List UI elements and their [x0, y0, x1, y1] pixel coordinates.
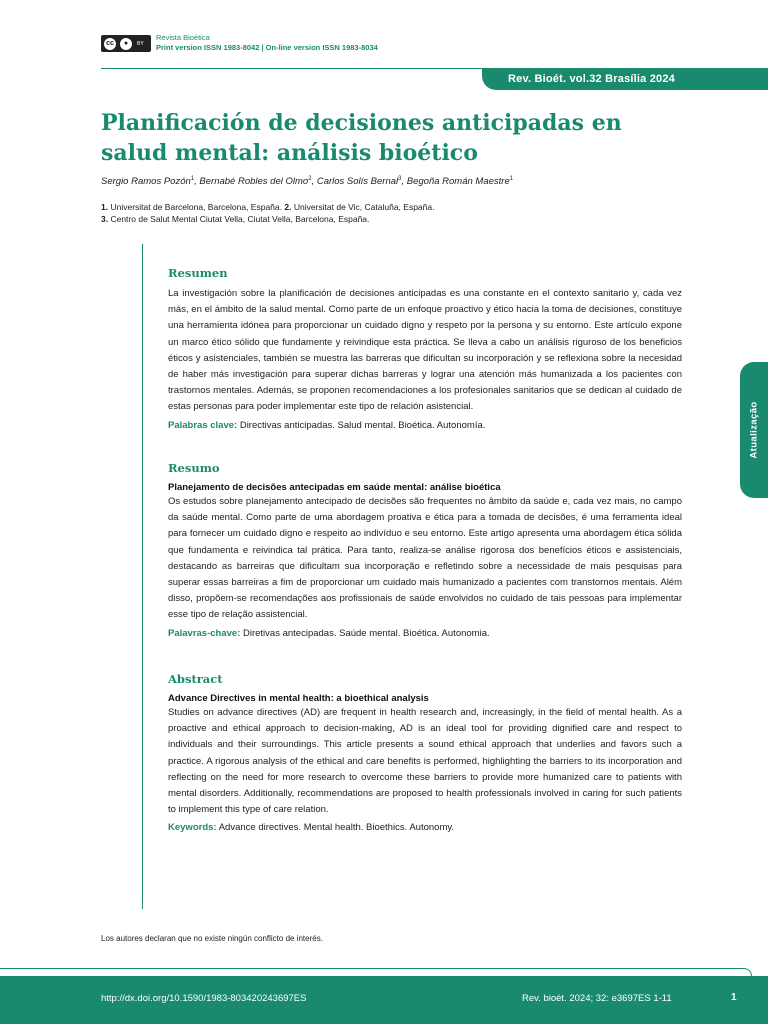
issue-tab	[482, 68, 768, 90]
author-affiliation-mark: 2	[308, 176, 312, 182]
abstract-section	[168, 672, 682, 836]
issue-label: Rev. Bioét. vol.32 Brasília 2024	[508, 73, 676, 85]
author-list: Sergio Ramos Pozón$^1$, Bernabé Robles del Olmo$^2$, Carlos Solís Bernal$^3$, Begoña Román Maestre$^1$	[101, 176, 514, 188]
author-affiliation-mark: 1	[509, 176, 514, 182]
affiliation-number: 2.	[284, 202, 292, 212]
author-name: Bernabé Robles del Olmo	[199, 176, 309, 188]
keywords-label: Keywords:	[168, 822, 217, 834]
author-name: Carlos Solís Bernal	[316, 176, 399, 188]
author-name: Begoña Román Maestre	[406, 176, 510, 188]
doi-link[interactable]: http://dx.doi.org/10.1590/1983-803420243697ES	[101, 993, 307, 1004]
abstract-keywords	[168, 820, 682, 836]
issn-line: Print version ISSN 1983-8042 | On-line version ISSN 1983-8034	[156, 43, 378, 52]
resumo-text: Os estudos sobre planejamento antecipado de decisões são frequentes no âmbito da saúde e, cada vez mais, no campo da saúde mental. Como parte de uma abordagem proativa e ética para a tomada de decisões, é uma ferramenta ideal para fornecer um cuidado digno e respeito ao indivíduo e seu entorno. Este artigo apresenta uma abordagem ética sólida que fundamenta e reivindica tal prática. Para tanto, realiza-se análise rigorosa dos benefícios éticos e assistenciais, destacando as barreiras que dificultam sua incorporação e refletindo sobre a necessidade de mais pesquisas para superar essas barreiras a fim de proporcionar um cuidado mais humanizado a pacientes com transtornos mentais. Além disso, propõem-se recomendações aos profissionais de saúde envolvidos no cuidado de tais pessoas para implementar esse tipo de relação assistencial.	[168, 496, 682, 621]
author-affiliation-mark: 1	[190, 176, 195, 182]
affiliation-text: Universitat de Vic, Cataluña, España.	[293, 202, 435, 212]
resumen-section	[168, 266, 682, 434]
abstract-heading: Abstract	[168, 672, 223, 686]
abstract-text: Studies on advance directives (AD) are frequent in health research and, increasingly, in the field of mental health. As a proactive and ethical approach to decision-making, AD is an ideal tool for providing dignified care and respect to individuals and their surroundings. This article presents a sound ethical approach that underlies and favors such a practice. A rigorous analysis of the ethical and care benefits is performed, highlighting the barriers to its incorporation and reflecting on the need for more research to overcome these barriers to provide more humanized care to patients with mental disorders. Additionally, recommendations are proposed to health professionals involved in caring for such patients to implement this type of care relation.	[168, 707, 682, 816]
affiliation-line	[101, 213, 434, 225]
keywords-label: Palabras clave:	[168, 419, 238, 431]
author-affiliation-mark: 3	[398, 176, 402, 182]
page-number: 1	[731, 992, 737, 1003]
affiliation-text: Centro de Salut Mental Ciutat Vella, Ciutat Vella, Barcelona, España.	[110, 214, 370, 224]
citation-info: Rev. bioét. 2024; 32: e3697ES 1-11	[522, 993, 672, 1004]
affiliation-number: 1.	[101, 202, 109, 212]
keywords-label: Palavras-chave:	[168, 627, 241, 639]
resumo-subtitle: Planejamento de decisões antecipadas em saúde mental: análise bioética	[168, 482, 501, 493]
keywords-text: Directivas anticipadas. Salud mental. Bioética. Autonomía.	[239, 419, 486, 431]
affiliations	[101, 201, 434, 225]
conflict-of-interest-note: Los autores declaran que no existe ningún conflicto de interés.	[101, 934, 323, 943]
resumo-heading: Resumo	[168, 461, 220, 475]
affiliation-text: Universitat de Barcelona, Barcelona, España.	[110, 202, 282, 212]
person-icon: ●	[119, 37, 133, 51]
resumen-text: La investigación sobre la planificación de decisiones anticipadas es una constante en el contexto sanitario y, cada vez más, en el ámbito de la salud mental. Como parte de un enfoque proactivo y ético hacia la toma de decisiones, constituye una herramienta idónea para proporcionar un cuidado digno y respeto por la persona y su entorno. Este artículo expone un marco ético sólido que fundamente y reivindique esta práctica. Se lleva a cabo un análisis riguroso de los beneficios éticos y asistenciales, también se muestra las barreras que dificultan su incorporación y se reflexiona sobre la necesidad de haber más investigación para superar dichas barreras y lograr una atención más humanizada a los pacientes con trastornos mentales. Además, se proponen recomendaciones a los profesionales sanitarios que se dedican al cuidado de estas personas para poder implementar este tipo de relación asistencial.	[168, 288, 682, 413]
footer-divider	[0, 968, 752, 976]
resumen-heading: Resumen	[168, 266, 228, 280]
side-tab-label: Atualização	[748, 401, 760, 459]
section-side-tab	[740, 362, 768, 498]
by-icon: BY	[137, 40, 144, 47]
author-name: Sergio Ramos Pozón	[101, 176, 191, 188]
resumo-keywords	[168, 626, 682, 642]
keywords-text: Diretivas antecipadas. Saúde mental. Bioética. Autonomia.	[243, 627, 490, 639]
resumo-section	[168, 461, 682, 642]
journal-info	[156, 33, 378, 53]
abstract-subtitle: Advance Directives in mental health: a bioethical analysis	[168, 693, 429, 704]
cc-by-license-icon[interactable]	[101, 35, 151, 52]
article-title: Planificación de decisiones anticipadas en salud mental: análisis bioético	[101, 110, 622, 166]
resumen-keywords	[168, 418, 682, 434]
cc-icon: cc	[103, 37, 117, 51]
affiliation-number: 3.	[101, 214, 109, 224]
footer-bar	[0, 976, 768, 1024]
keywords-text: Advance directives. Mental health. Bioethics. Autonomy.	[218, 822, 455, 834]
affiliation-line	[101, 201, 434, 213]
abstract-side-rule	[142, 244, 143, 909]
journal-name: Revista Bioética	[156, 33, 210, 42]
